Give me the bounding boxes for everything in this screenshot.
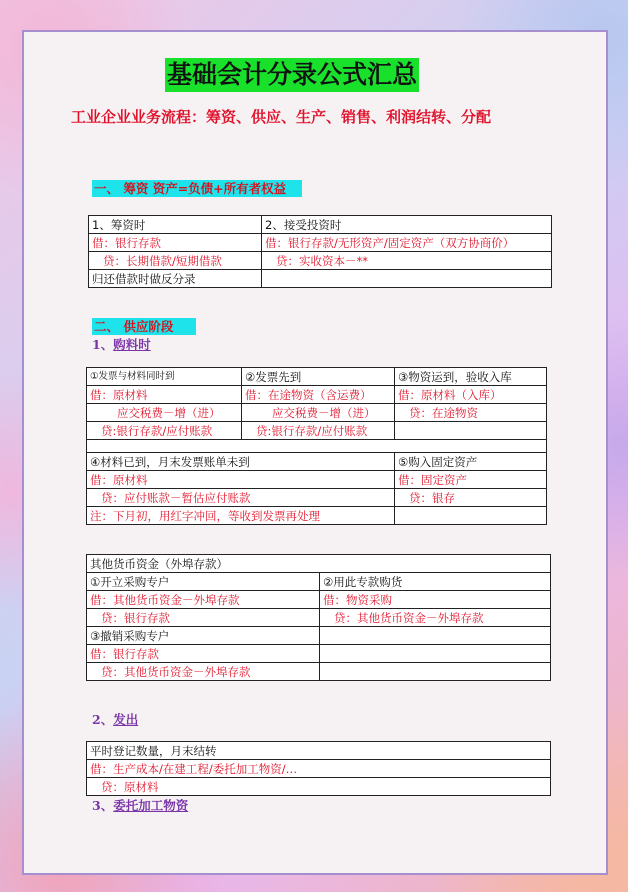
table-row [87,645,551,663]
table-cell: 贷：其他货币资金－外埠存款 [320,609,551,627]
table-cell: 贷：其他货币资金－外埠存款 [87,663,320,681]
table-cell: 贷:银行存款/应付账款 [87,422,242,440]
purchase-table-2 [86,452,547,525]
table-row [87,386,547,404]
table-row [87,627,551,645]
table-cell: 贷：应付账款－暂估应付账款 [87,489,395,507]
purchase-table-1 [86,367,547,458]
table-cell: ②发票先到 [242,368,395,386]
table-cell: 借：在途物资（含运费） [242,386,395,404]
table-row [87,573,551,591]
table-cell: 借：银行存款/无形资产/固定资产（双方协商价） [262,234,552,252]
table-row [87,368,547,386]
table-cell: 借：银行存款 [87,645,320,663]
table-cell: ③物资运到，验收入库 [395,368,547,386]
subsection-number: 2、 [92,712,114,727]
subsection-number: 3、 [92,798,114,813]
table-cell [395,422,547,440]
table-row [87,742,551,760]
table-cell [320,645,551,663]
table-cell: 归还借款时做反分录 [89,270,262,288]
table-row [87,507,547,525]
section-1-heading: 一、 筹资 资产=负债+所有者权益 [92,180,302,197]
table-cell [320,627,551,645]
table-cell: 借：物资采购 [320,591,551,609]
table-row [87,609,551,627]
section-2-heading: 二、 供应阶段 [92,318,196,335]
table-cell: 贷：原材料 [87,778,551,796]
table-cell: 借：原材料 [87,386,242,404]
subsection-processing [92,796,188,814]
table-row [89,270,552,288]
table-header-cell: 其他货币资金（外埠存款） [87,555,551,573]
table-cell: ②用此专款购货 [320,573,551,591]
table-cell: 借：固定资产 [395,471,547,489]
table-row [89,234,552,252]
subsection-issue [92,710,138,728]
table-cell: 借：原材料（入库） [395,386,547,404]
table-cell: ③撤销采购专户 [87,627,320,645]
table-row [87,453,547,471]
table-cell [262,270,552,288]
table-cell: ④材料已到，月末发票账单未到 [87,453,395,471]
subsection-number: 1、 [92,337,114,352]
table-row [87,778,551,796]
table-cell: ①发票与材料同时到 [87,368,242,386]
issue-table [86,741,551,796]
table-row [87,404,547,422]
table-cell: 应交税费－增（进） [242,404,395,422]
table-cell [320,663,551,681]
other-funds-table [86,554,551,681]
table-cell: 平时登记数量，月末结转 [87,742,551,760]
subsection-label: 发出 [113,712,139,727]
table-row [87,663,551,681]
table-row [89,216,552,234]
subsection-label: 委托加工物资 [113,798,189,813]
table-row [87,471,547,489]
table-row [87,591,551,609]
table-cell: 贷:银行存款/应付账款 [242,422,395,440]
table-row [87,760,551,778]
table-cell: 贷：实收资本－** [262,252,552,270]
table-cell: 借：原材料 [87,471,395,489]
table-row [87,555,551,573]
table-cell: 贷：在途物资 [395,404,547,422]
table-cell [395,507,547,525]
table-cell: 注：下月初，用红字冲回，等收到发票再处理 [87,507,395,525]
table-cell: 1、筹资时 [89,216,262,234]
table-cell: 贷：银行存款 [87,609,320,627]
page-subtitle: 工业企业业务流程：筹资、供应、生产、销售、利润结转、分配 [71,108,492,126]
subsection-label: 购料时 [113,337,151,352]
table-cell: 2、接受投资时 [262,216,552,234]
table-cell: 应交税费－增（进） [87,404,242,422]
financing-table [88,215,552,288]
table-cell: ①开立采购专户 [87,573,320,591]
table-row [87,489,547,507]
table-row [89,252,552,270]
page-title: 基础会计分录公式汇总 [165,58,419,92]
table-cell: 借：银行存款 [89,234,262,252]
table-cell: 借：其他货币资金－外埠存款 [87,591,320,609]
table-cell: 贷：长期借款/短期借款 [89,252,262,270]
table-row [87,422,547,440]
table-cell: ⑤购入固定资产 [395,453,547,471]
subsection-purchase [92,335,151,353]
table-cell: 贷：银存 [395,489,547,507]
table-cell: 借：生产成本/在建工程/委托加工物资/… [87,760,551,778]
